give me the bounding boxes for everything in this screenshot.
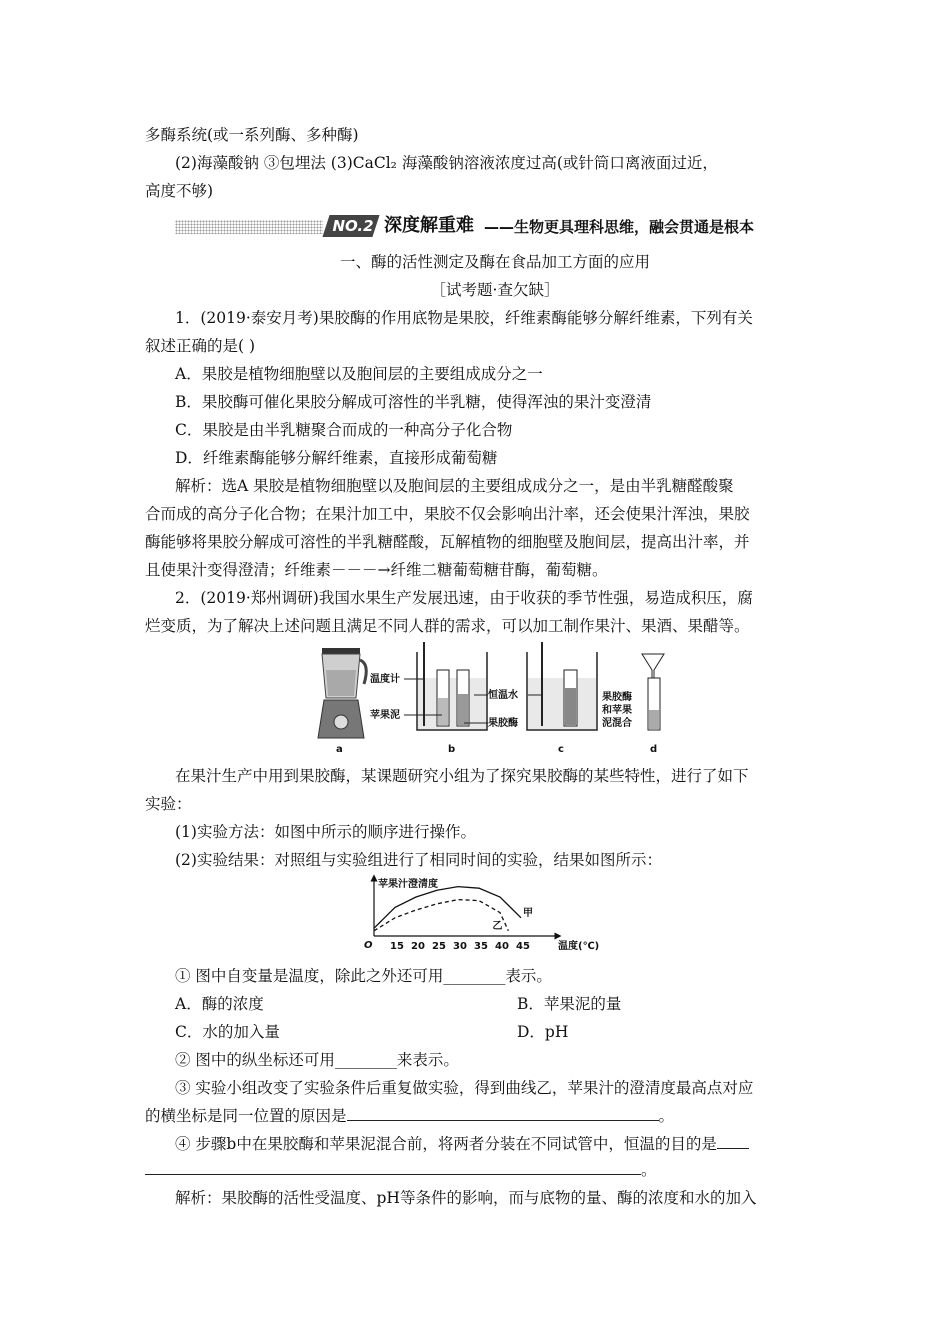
- beaker-b: [417, 642, 487, 730]
- x-tick-label: 40: [495, 941, 509, 952]
- q2-option-d: D．pH: [517, 1023, 569, 1041]
- q2-option-a: A．酶的浓度: [175, 995, 264, 1013]
- label-thermostat-water: 恒温水: [488, 690, 518, 701]
- answer-blank-4b[interactable]: [145, 1160, 641, 1175]
- q1-stem-1: 1．(2019·泰安月考)果胶酶的作用底物是果胶，纤维素酶能够分解纤维素，下列有关: [175, 309, 753, 327]
- x-axis-label: 温度(℃): [558, 941, 600, 952]
- q2-sub-4b-end: 。: [641, 1161, 657, 1179]
- x-tick-label: 45: [516, 941, 530, 952]
- label-thermometer: 温度计: [370, 674, 400, 685]
- section-heading: 一、酶的活性测定及酶在食品加工方面的应用: [339, 253, 650, 271]
- q1-option-c: C．果胶是由半乳糖聚合而成的一种高分子化合物: [175, 421, 513, 439]
- q2-stem-2: 烂变质，为了解决上述问题且满足不同人群的需求，可以加工制作果汁、果酒、果醋等。: [145, 617, 750, 635]
- q2-sub-4b: [145, 1160, 657, 1180]
- series-label-1: 甲: [523, 907, 533, 919]
- q2-method-1: (1)实验方法：如图中所示的顺序进行操作。: [175, 823, 476, 841]
- q2-sub-4a: [175, 1134, 749, 1154]
- banner-subtitle: ——生物更具理科思维，融会贯通是根本: [484, 218, 755, 236]
- y-axis-label: 苹果汁澄清度: [378, 879, 438, 890]
- q2-sub-3b-text: 的横坐标是同一位置的原因是: [145, 1107, 347, 1125]
- banner-dots: [175, 220, 323, 234]
- label-mix-3: 泥混合: [602, 718, 632, 729]
- label-sub-b: b: [448, 744, 456, 755]
- funnel-cylinder: [642, 654, 664, 730]
- x-tick-label: 20: [411, 941, 425, 952]
- answer-blank-3[interactable]: [347, 1106, 659, 1121]
- intro-line-3: 高度不够): [145, 182, 214, 200]
- x-tick-label: 35: [474, 941, 488, 952]
- label-sub-a: a: [336, 744, 343, 755]
- x-tick-label: 30: [453, 941, 467, 952]
- q2-option-c: C．水的加入量: [175, 1023, 280, 1041]
- q2-sub-4a-text: ④ 步骤b中在果胶酶和苹果泥混合前，将两者分装在不同试管中，恒温的目的是: [175, 1135, 717, 1153]
- x-tick-label: 15: [390, 941, 404, 952]
- q1-stem-2: 叙述正确的是( ): [145, 337, 256, 355]
- intro-line-1: 多酶系统(或一系列酶、多种酶): [145, 126, 359, 144]
- q1-option-a: A．果胶是植物细胞壁以及胞间层的主要组成成分之一: [175, 365, 543, 383]
- q1-option-d: D．纤维素酶能够分解纤维素，直接形成葡萄糖: [175, 449, 498, 467]
- q2-paragraph-2: 实验：: [145, 795, 192, 813]
- q2-method-2: (2)实验结果：对照组与实验组进行了相同时间的实验，结果如图所示：: [175, 851, 662, 869]
- apparatus-figure: [312, 640, 682, 758]
- q2-sub-3b-end: 。: [658, 1107, 675, 1125]
- q1-analysis-2: 合而成的高分子化合物；在果汁加工中，果胶不仅会影响出汁率，还会使果汁浑浊，果胶: [145, 505, 750, 523]
- origin-label: O: [364, 940, 373, 951]
- banner-title: 深度解重难: [384, 215, 474, 236]
- beaker-c: [527, 642, 597, 730]
- label-mix-2: 和苹果: [602, 705, 632, 716]
- q2-analysis: 解析：果胶酶的活性受温度、pH等条件的影响，而与底物的量、酶的浓度和水的加入: [175, 1189, 757, 1207]
- label-sub-c: c: [558, 744, 564, 755]
- q1-analysis-1: 解析：选A 果胶是植物细胞壁以及胞间层的主要组成成分之一，是由半乳糖醛酸聚: [175, 477, 734, 495]
- q1-analysis-4: 且使果汁变得澄清；纤维素－－－→纤维二糖葡萄糖苷酶，葡萄糖。: [145, 561, 608, 579]
- intro-line-2: (2)海藻酸钠 ③包埋法 (3)CaCl₂ 海藻酸钠溶液浓度过高(或针筒口离液面过近，: [175, 154, 718, 172]
- q1-option-b: B．果胶酶可催化果胶分解成可溶性的半乳糖，使得浑浊的果汁变澄清: [175, 393, 652, 411]
- label-apple-puree: 苹果泥: [370, 710, 400, 721]
- series-line-2: [374, 900, 508, 931]
- q2-option-b: B．苹果泥的量: [517, 995, 622, 1013]
- section-tag: ［试考题·查欠缺］: [430, 281, 560, 299]
- q2-paragraph-1: 在果汁生产中用到果胶酶，某课题研究小组为了探究果胶酶的某些特性，进行了如下: [175, 767, 749, 785]
- answer-blank-4a[interactable]: [717, 1134, 749, 1149]
- label-mix-1: 果胶酶: [602, 692, 632, 703]
- label-sub-d: d: [650, 744, 658, 755]
- clarity-chart: [362, 872, 652, 960]
- banner-badge: NO.2: [332, 217, 374, 235]
- q2-sub-1: ① 图中自变量是温度，除此之外还可用________表示。: [175, 967, 552, 985]
- x-tick-label: 25: [432, 941, 446, 952]
- q2-sub-2: ② 图中的纵坐标还可用________来表示。: [175, 1051, 459, 1069]
- q2-sub-3a: ③ 实验小组改变了实验条件后重复做实验，得到曲线乙，苹果汁的澄清度最高点对应: [175, 1079, 754, 1097]
- series-label-2: 乙: [492, 920, 503, 932]
- q1-analysis-3: 酶能够将果胶分解成可溶性的半乳糖醛酸，瓦解植物的细胞壁及胞间层，提高出汁率，并: [145, 533, 750, 551]
- label-pectinase: 果胶酶: [488, 718, 518, 729]
- q2-sub-3b: [145, 1106, 674, 1126]
- blender-icon: [318, 648, 366, 738]
- q2-stem-1: 2．(2019·郑州调研)我国水果生产发展迅速，由于收获的季节性强，易造成积压，腐: [175, 589, 753, 607]
